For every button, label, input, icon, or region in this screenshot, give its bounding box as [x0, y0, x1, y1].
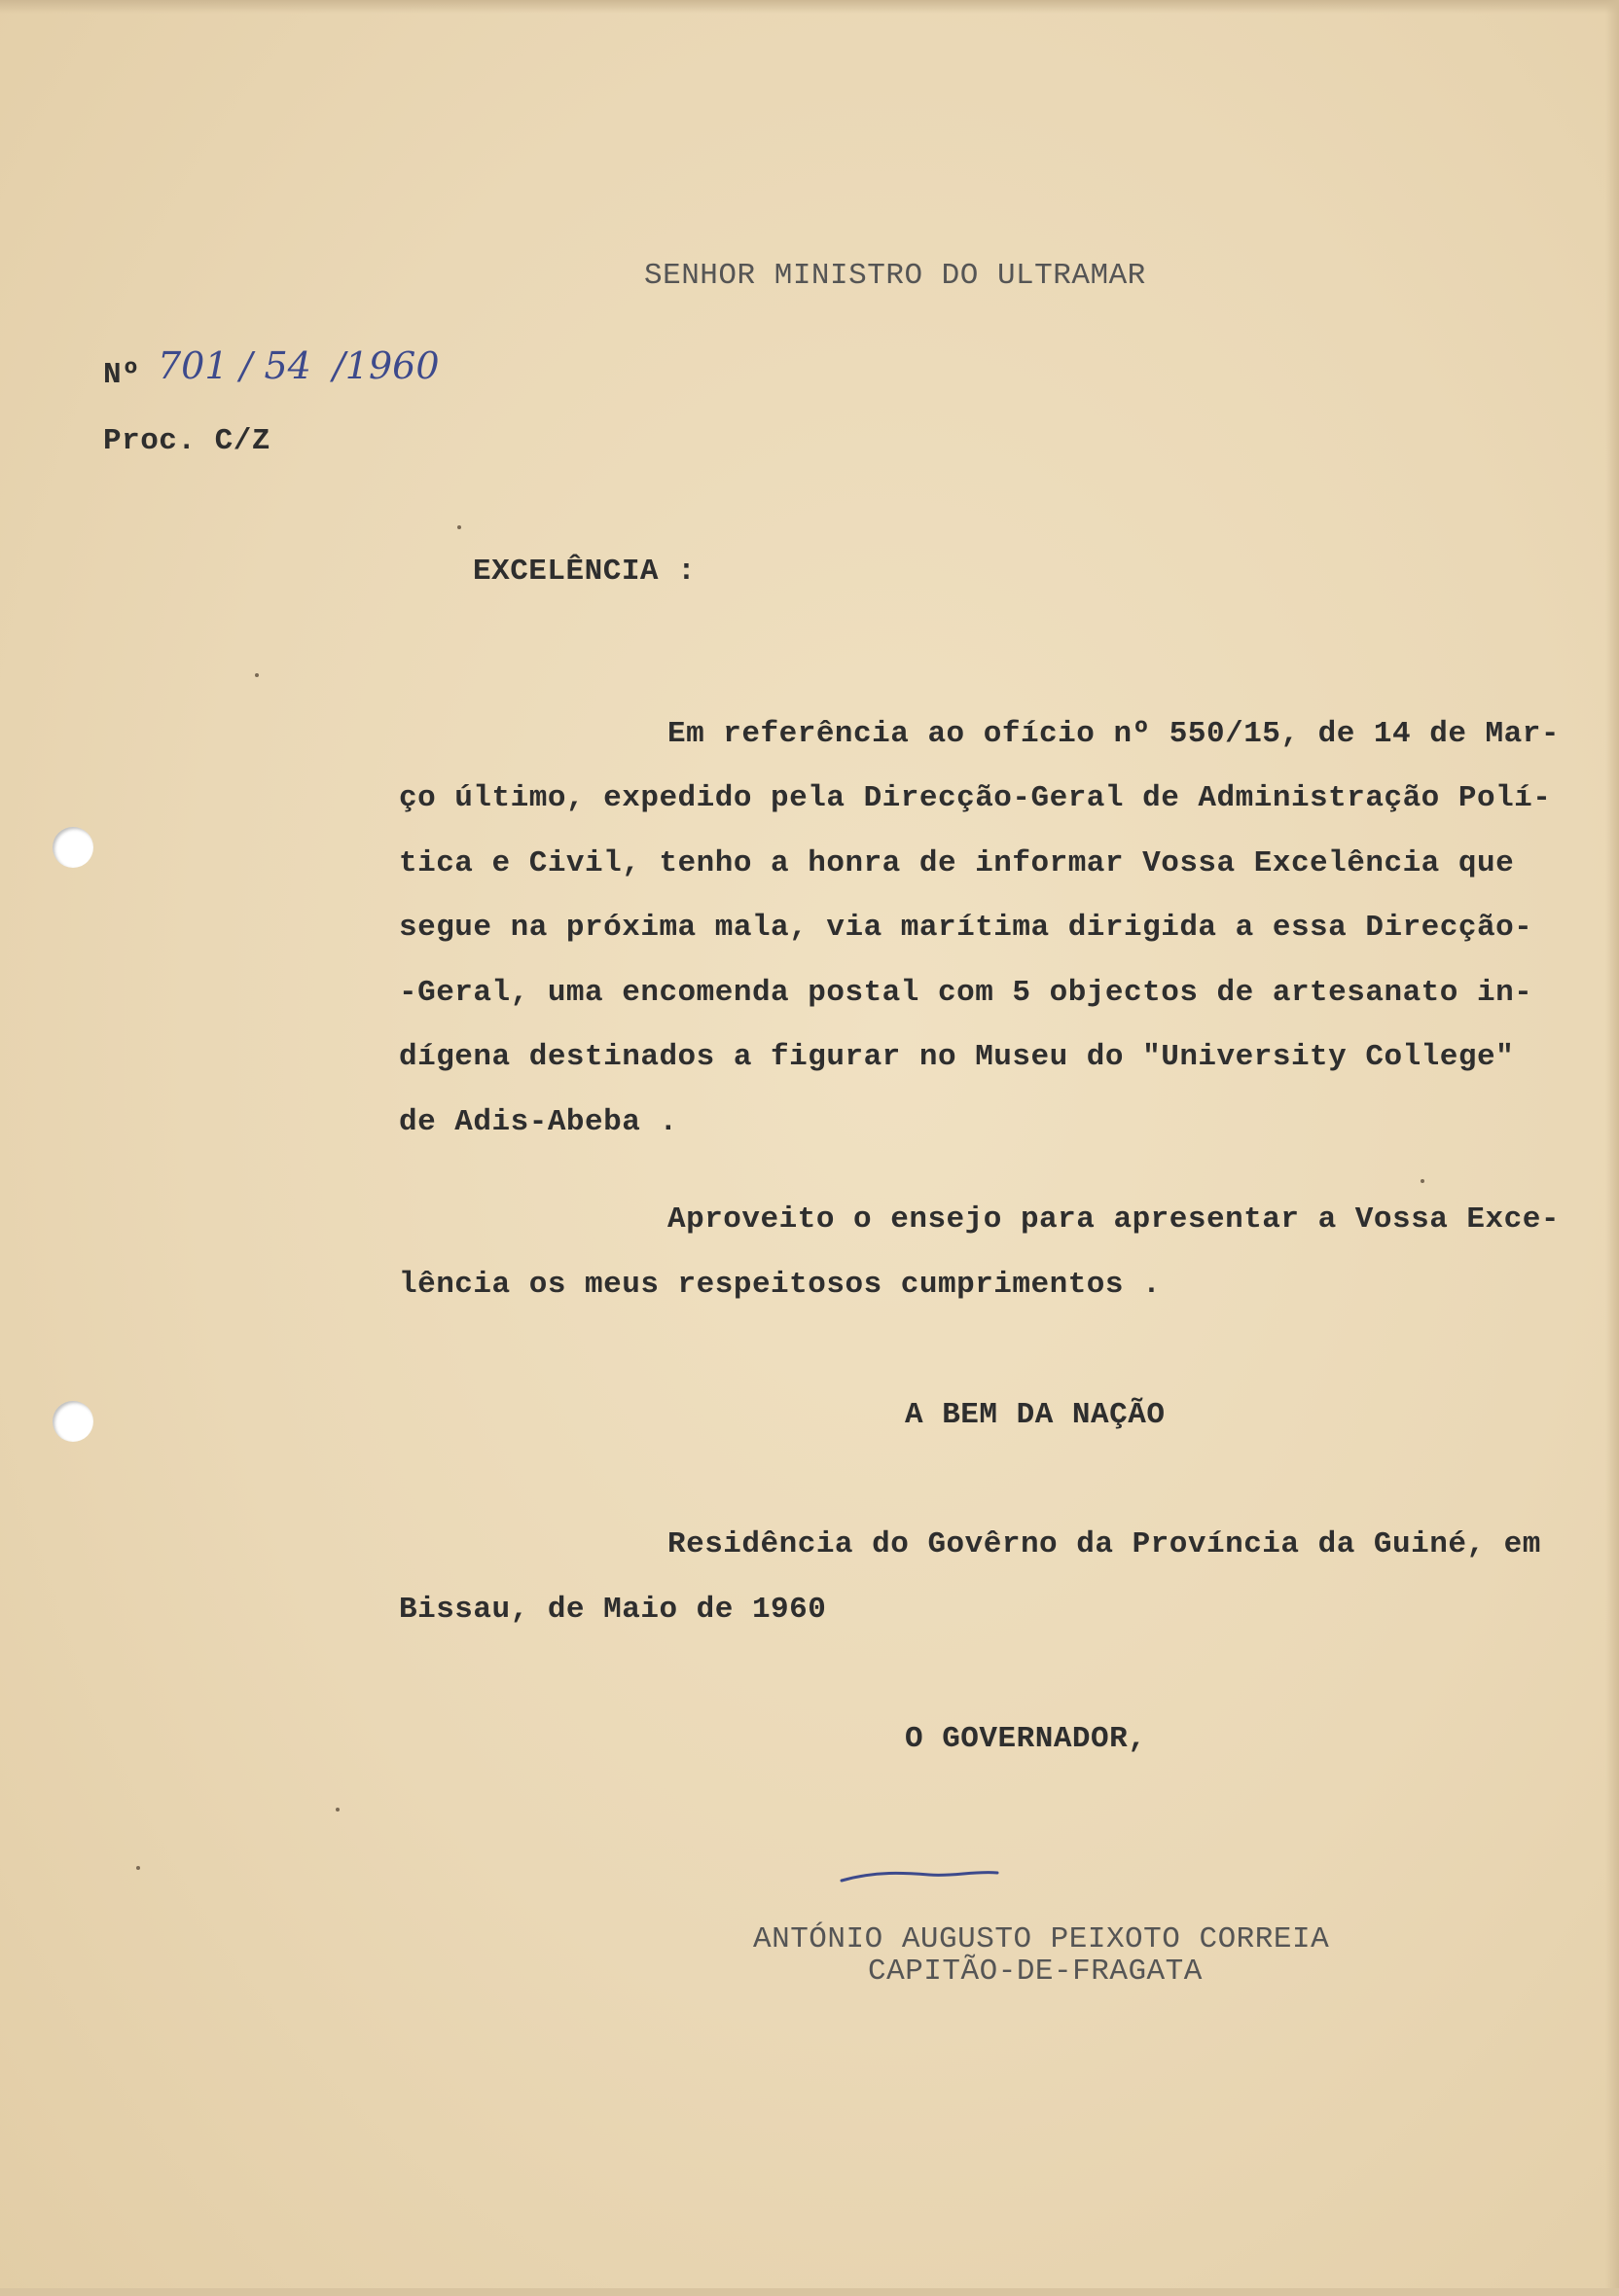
paper-speck: [136, 1866, 140, 1870]
paragraph1-line: dígena destinados a figurar no Museu do "University College": [399, 1040, 1515, 1074]
place-line: Residência do Govêrno da Província da Guiné, em: [667, 1527, 1541, 1561]
reference-number-prefix: Nº: [103, 358, 141, 392]
paragraph1-line: Em referência ao ofício nº 550/15, de 14 de Mar-: [667, 717, 1560, 751]
paragraph1-line: ço último, expedido pela Direcção-Geral de Administração Polí-: [399, 781, 1552, 815]
paragraph1-line: -Geral, uma encomenda postal com 5 objectos de artesanato in-: [399, 976, 1533, 1010]
process-code: Proc. C/Z: [103, 424, 270, 458]
paper-speck: [336, 1808, 340, 1812]
signatory-name: ANTÓNIO AUGUSTO PEIXOTO CORREIA: [753, 1922, 1330, 1956]
paragraph1-line: de Adis-Abeba .: [399, 1105, 678, 1139]
salutation: EXCELÊNCIA :: [473, 555, 697, 589]
punch-hole-bottom: [53, 1401, 93, 1442]
paper-speck: [457, 525, 461, 529]
paper-edge-top: [0, 0, 1619, 14]
paper-edge-right: [1605, 0, 1619, 2296]
signatory-rank: CAPITÃO-DE-FRAGATA: [868, 1955, 1203, 1989]
date-line: Bissau, de Maio de 1960: [399, 1593, 827, 1627]
paper-edge-bottom: [0, 2288, 1619, 2296]
reference-year: /1960: [333, 344, 440, 387]
paper-speck: [255, 673, 259, 677]
paragraph2-line: lência os meus respeitosos cumprimentos .: [399, 1268, 1162, 1302]
handwritten-reference-number: 701 / 54: [158, 344, 311, 387]
governor-title: O GOVERNADOR,: [905, 1722, 1147, 1756]
paper-speck: [1421, 1179, 1424, 1183]
handwritten-signature: [837, 1853, 1002, 1892]
closing-motto: A BEM DA NAÇÃO: [905, 1398, 1166, 1432]
paragraph1-line: segue na próxima mala, via marítima dirigida a essa Direcção-: [399, 911, 1533, 945]
paragraph1-line: tica e Civil, tenho a honra de informar Vossa Excelência que: [399, 846, 1515, 880]
paragraph2-line: Aproveito o ensejo para apresentar a Vossa Exce-: [667, 1202, 1560, 1237]
addressee-header: SENHOR MINISTRO DO ULTRAMAR: [644, 259, 1146, 293]
punch-hole-top: [53, 827, 93, 868]
